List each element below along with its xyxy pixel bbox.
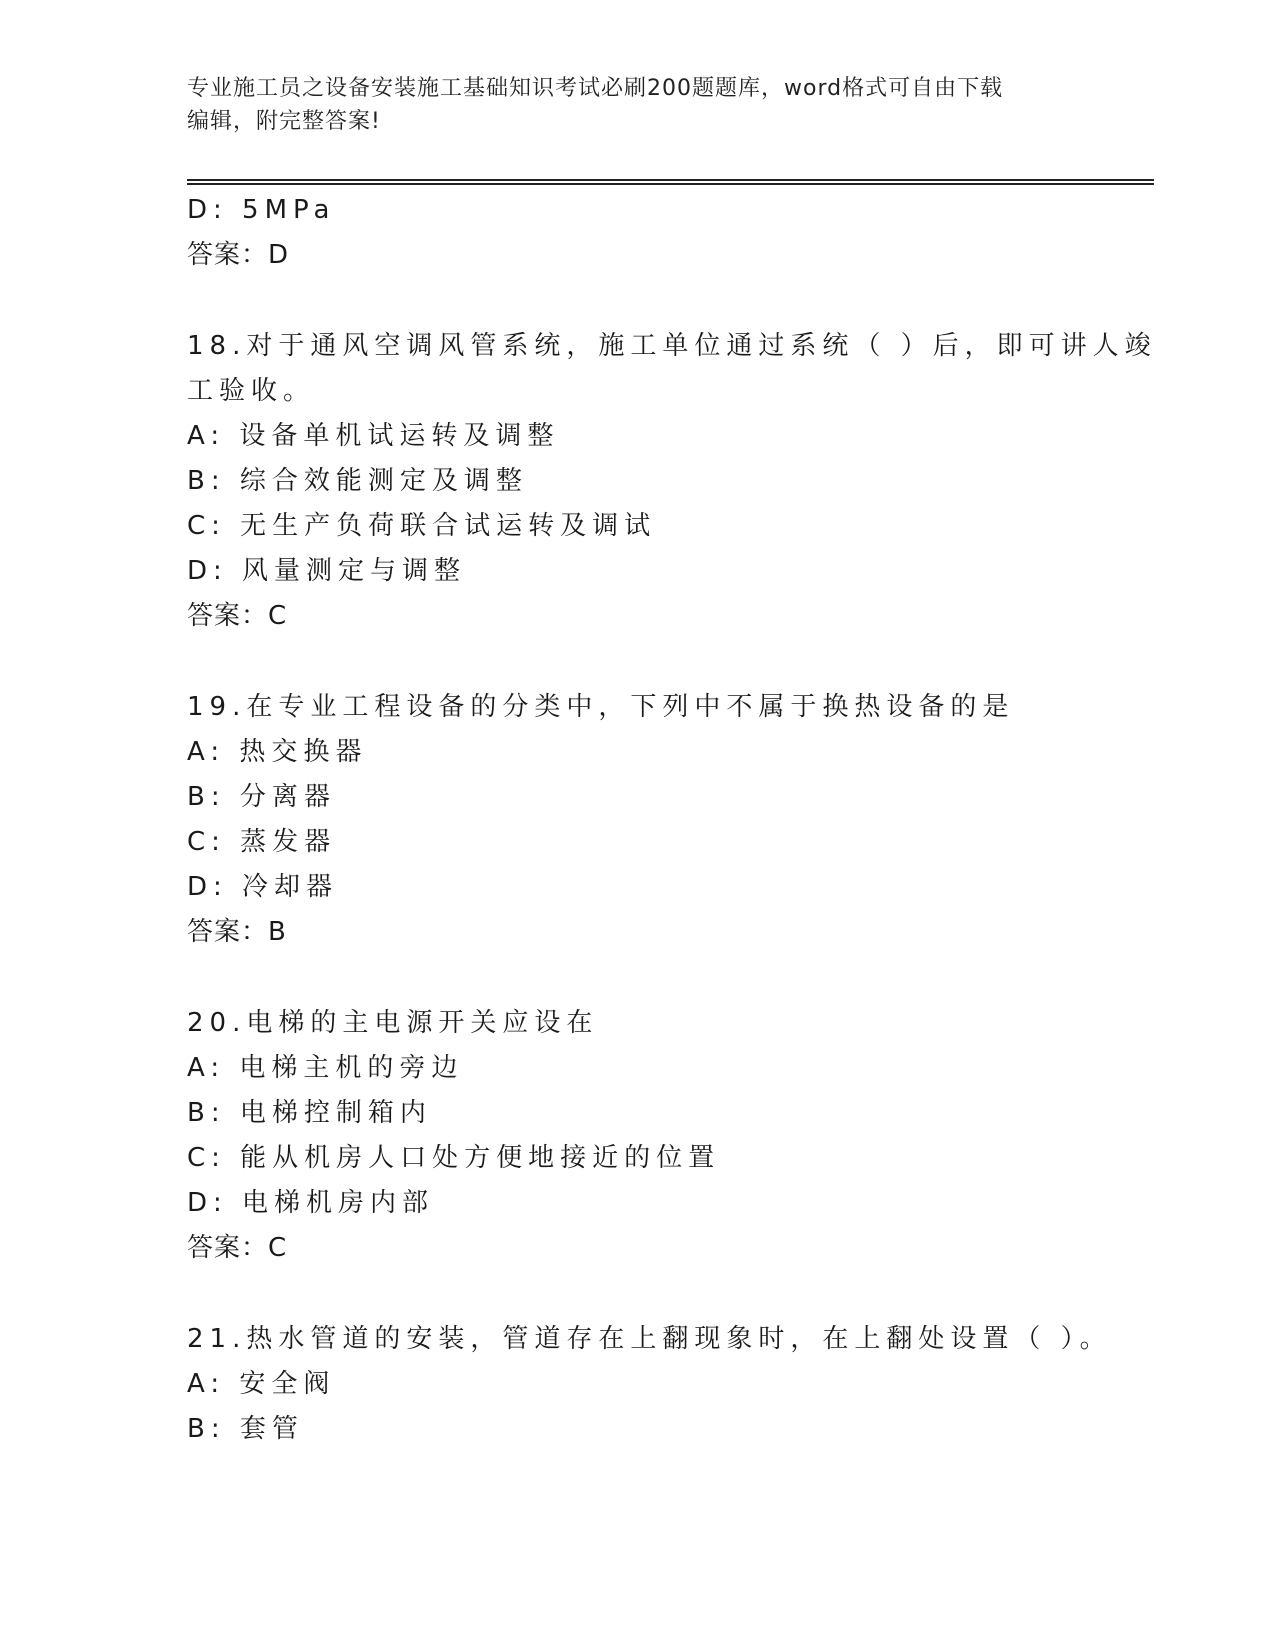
question-19 bbox=[187, 685, 1147, 955]
option-d: D: 5MPa bbox=[187, 195, 336, 225]
question-stem: 18.对于通风空调风管系统，施工单位通过系统（ ）后，即可讲人竣 bbox=[187, 331, 1157, 361]
option-a: A: 热交换器 bbox=[187, 737, 368, 767]
question-content bbox=[187, 188, 1157, 1452]
question-stem: 19.在专业工程设备的分类中，下列中不属于换热设备的是 bbox=[187, 692, 1015, 722]
spacer bbox=[187, 1271, 1147, 1317]
question-18 bbox=[187, 324, 1157, 639]
spacer bbox=[187, 955, 1147, 1001]
document-header bbox=[187, 72, 1087, 138]
option-a: A: 电梯主机的旁边 bbox=[187, 1053, 464, 1083]
option-c: C: 能从机房人口处方便地接近的位置 bbox=[187, 1143, 721, 1173]
option-c: C: 蒸发器 bbox=[187, 827, 337, 857]
spacer bbox=[187, 278, 1147, 324]
option-d: D: 电梯机房内部 bbox=[187, 1188, 435, 1218]
header-divider-bottom bbox=[187, 183, 1154, 185]
option-d: D: 冷却器 bbox=[187, 872, 339, 902]
answer-line: 答案：C bbox=[187, 1233, 288, 1263]
spacer bbox=[187, 639, 1147, 685]
answer-line: 答案：D bbox=[187, 240, 290, 270]
question-stem: 20.电梯的主电源开关应设在 bbox=[187, 1008, 599, 1038]
answer-line: 答案：C bbox=[187, 601, 288, 631]
answer-line: 答案：B bbox=[187, 917, 287, 947]
question-stem: 21.热水管道的安装，管道存在上翻现象时，在上翻处设置（ ）。 bbox=[187, 1324, 1112, 1354]
question-20 bbox=[187, 1001, 1147, 1271]
option-b: B: 电梯控制箱内 bbox=[187, 1098, 432, 1128]
option-a: A: 设备单机试运转及调整 bbox=[187, 421, 560, 451]
question-stem-continued: 工验收。 bbox=[187, 376, 316, 406]
option-b: B: 综合效能测定及调整 bbox=[187, 466, 528, 496]
option-b: B: 分离器 bbox=[187, 782, 336, 812]
option-b: B: 套管 bbox=[187, 1414, 304, 1444]
header-title-line-2: 编辑，附完整答案! bbox=[187, 109, 381, 134]
header-divider-top bbox=[187, 179, 1154, 181]
option-a: A: 安全阀 bbox=[187, 1369, 336, 1399]
option-d: D: 风量测定与调整 bbox=[187, 556, 467, 586]
question-21 bbox=[187, 1317, 1147, 1452]
header-title-line-1: 专业施工员之设备安装施工基础知识考试必刷200题题库，word格式可自由下载 bbox=[187, 76, 1004, 101]
option-c: C: 无生产负荷联合试运转及调试 bbox=[187, 511, 657, 541]
